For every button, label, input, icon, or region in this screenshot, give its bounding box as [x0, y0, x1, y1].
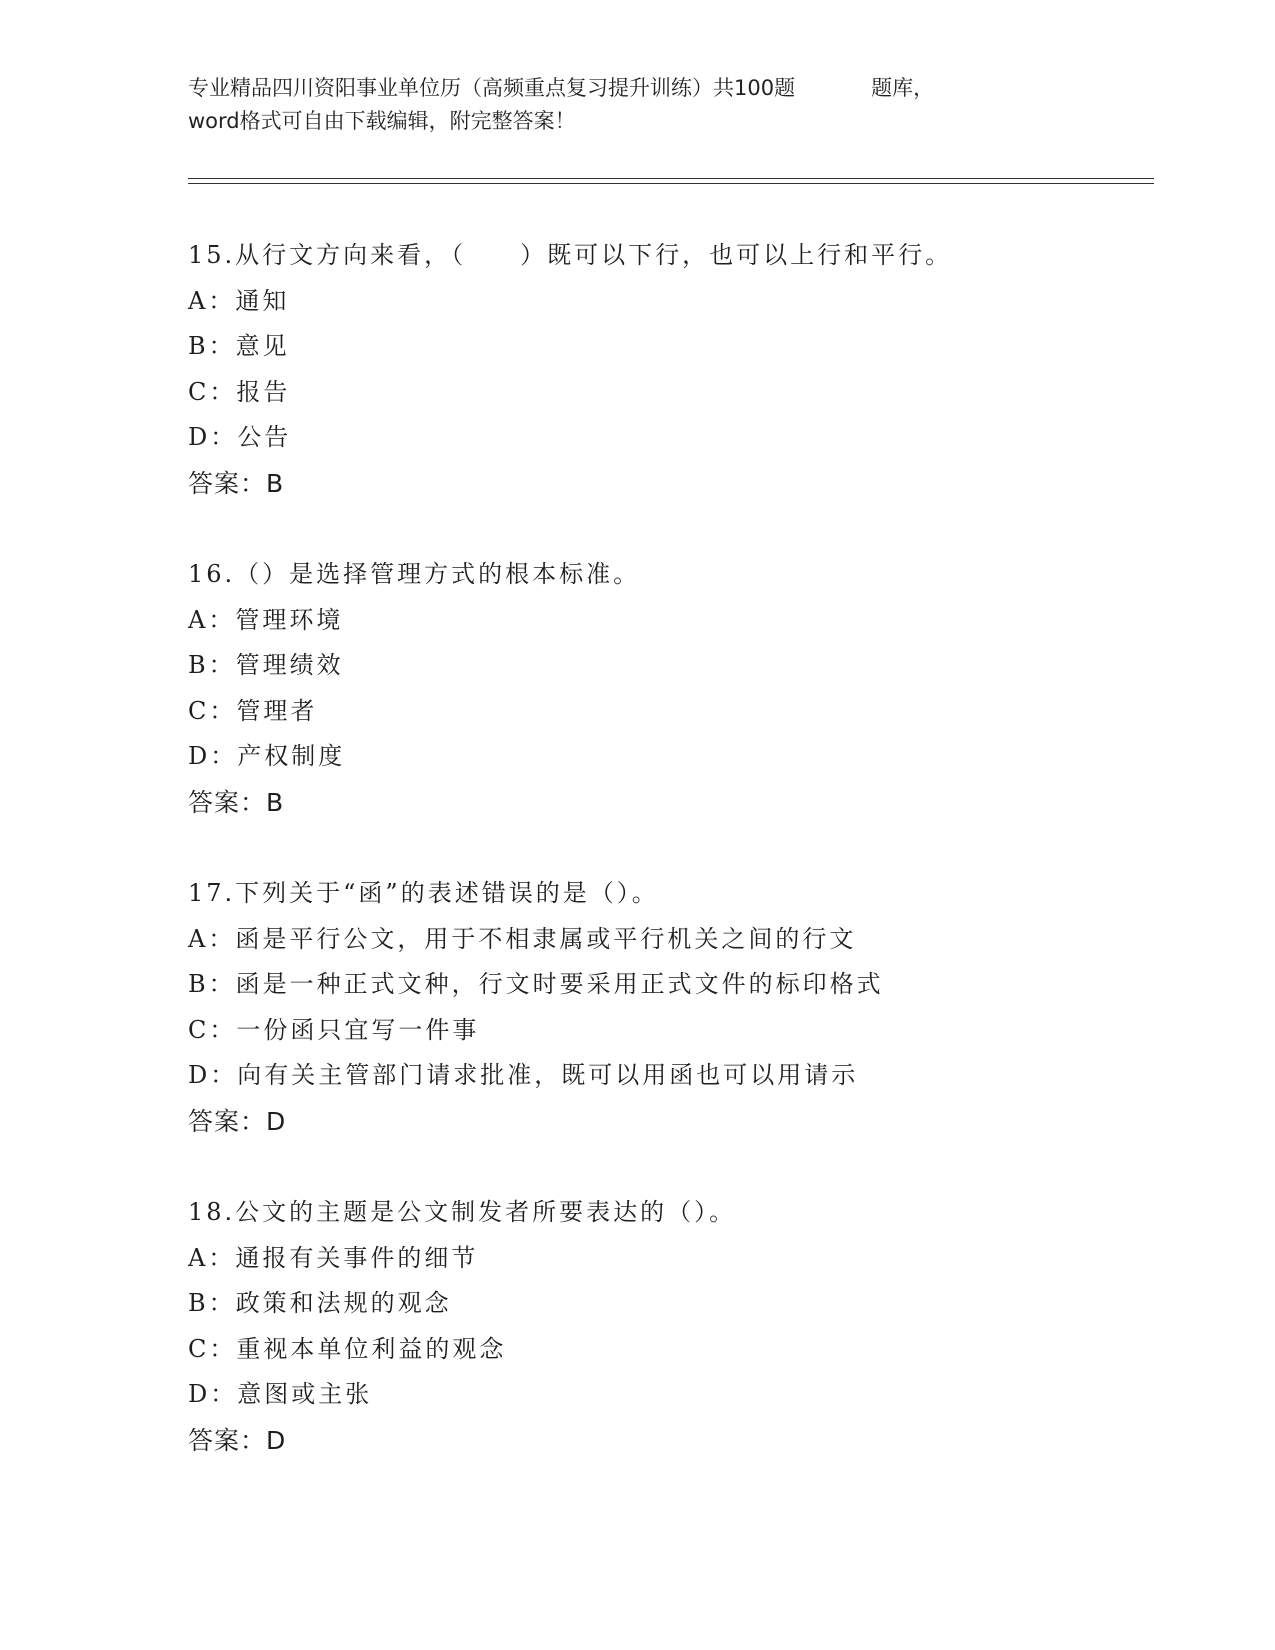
- answer: 答案：B: [188, 468, 285, 498]
- header-line-2: word格式可自由下载编辑，附完整答案！: [188, 109, 576, 133]
- option-b: B：函是一种正式文种，行文时要采用正式文件的标印格式: [188, 970, 884, 998]
- question-17: [188, 871, 1168, 1144]
- option-d: D：产权制度: [188, 742, 346, 770]
- question-stem: 18.公文的主题是公文制发者所要表达的（）。: [188, 1198, 737, 1226]
- option-b: B：意见: [188, 332, 290, 360]
- option-a: A：通报有关事件的细节: [188, 1243, 479, 1272]
- option-d: D：公告: [188, 423, 292, 451]
- option-c: C：管理者: [188, 696, 318, 725]
- question-stem: 16.（）是选择管理方式的根本标准。: [188, 560, 641, 588]
- question-18: [188, 1190, 1168, 1463]
- question-16: [188, 552, 1168, 825]
- option-d: D：意图或主张: [188, 1380, 373, 1408]
- option-b: B：政策和法规的观念: [188, 1289, 452, 1317]
- option-a: A：函是平行公文，用于不相隶属或平行机关之间的行文: [188, 924, 857, 953]
- option-c: C：重视本单位利益的观念: [188, 1334, 507, 1363]
- answer: 答案：D: [188, 1106, 287, 1136]
- header-divider-top: [188, 178, 1154, 179]
- answer: 答案：B: [188, 787, 285, 817]
- option-d: D：向有关主管部门请求批准，既可以用函也可以用请示: [188, 1061, 859, 1089]
- header-title: 专业精品四川资阳事业单位历（高频重点复习提升训练）共100题: [188, 76, 796, 100]
- option-c: C：一份函只宜写一件事: [188, 1015, 480, 1044]
- document-header: [188, 72, 1068, 138]
- option-c: C：报告: [188, 377, 291, 406]
- question-15: [188, 233, 1168, 506]
- header-title-suffix: 题库，: [871, 76, 935, 100]
- answer: 答案：D: [188, 1425, 287, 1455]
- option-a: A：通知: [188, 286, 290, 315]
- header-divider-bottom: [188, 183, 1154, 184]
- question-stem: 17.下列关于“函”的表述错误的是（）。: [188, 879, 659, 907]
- option-b: B：管理绩效: [188, 651, 344, 679]
- option-a: A：管理环境: [188, 605, 344, 634]
- header-line-1: [188, 72, 1068, 105]
- question-stem: 15.从行文方向来看，（ ）既可以下行，也可以上行和平行。: [188, 241, 953, 269]
